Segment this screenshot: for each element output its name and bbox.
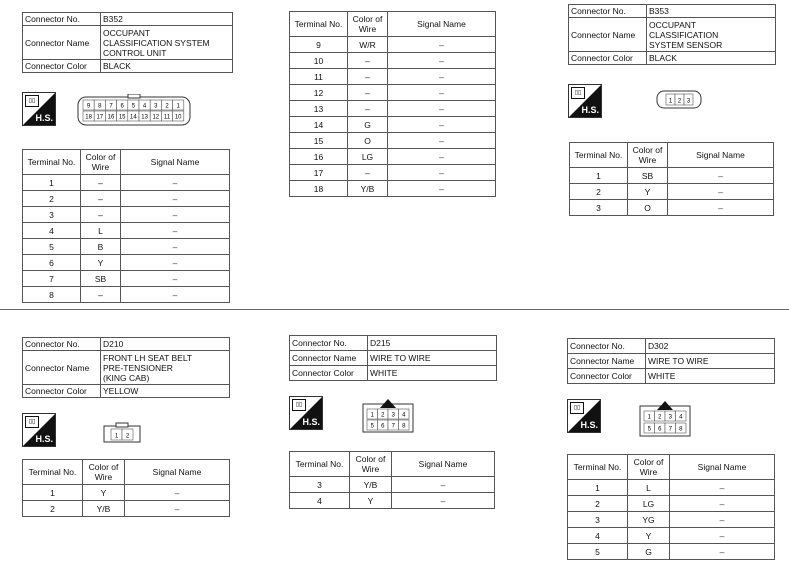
connector-color-value: WHITE bbox=[646, 369, 775, 384]
table-row bbox=[568, 544, 775, 560]
table-row bbox=[23, 501, 230, 517]
table-row bbox=[290, 53, 496, 69]
connector-name-value: FRONT LH SEAT BELT PRE-TENSIONER (KING CAB) bbox=[101, 351, 230, 385]
pin-number: 2 bbox=[677, 98, 682, 105]
pin-number: 7 bbox=[668, 426, 672, 433]
signal-name-cell: – bbox=[121, 255, 230, 271]
pin-number: 13 bbox=[141, 114, 148, 121]
wire-color-cell: SB bbox=[628, 168, 668, 184]
signal-name-cell: – bbox=[388, 133, 496, 149]
connector-no-label: Connector No. bbox=[569, 5, 647, 18]
connector-name-value: WIRE TO WIRE bbox=[368, 351, 497, 366]
d302-connector-face bbox=[637, 398, 693, 438]
signal-name-cell: – bbox=[670, 528, 775, 544]
harness-side-icon bbox=[22, 92, 56, 126]
wire-color-cell: O bbox=[628, 200, 668, 216]
pin-number: 3 bbox=[391, 412, 395, 419]
b353-connector-face bbox=[654, 88, 704, 112]
connector-no-value: D215 bbox=[368, 336, 497, 351]
hs-label: H.S. bbox=[302, 417, 320, 427]
wire-color-cell: Y/B bbox=[350, 477, 392, 493]
pin-number: 4 bbox=[679, 414, 683, 421]
connector-color-label: Connector Color bbox=[290, 366, 368, 381]
terminal-no-cell: 3 bbox=[568, 512, 628, 528]
signal-name-cell: – bbox=[668, 168, 774, 184]
color-of-wire-header: Color of Wire bbox=[81, 150, 121, 175]
table-row bbox=[290, 101, 496, 117]
terminal-no-cell: 6 bbox=[23, 255, 81, 271]
signal-name-cell: – bbox=[670, 496, 775, 512]
table-row bbox=[290, 493, 495, 509]
pin-number: 14 bbox=[130, 114, 137, 121]
pin-number: 3 bbox=[668, 414, 672, 421]
pin-number: 2 bbox=[125, 433, 130, 440]
section-divider bbox=[0, 309, 789, 310]
color-of-wire-header: Color of Wire bbox=[83, 460, 125, 485]
signal-name-cell: – bbox=[388, 149, 496, 165]
connector-no-label: Connector No. bbox=[23, 338, 101, 351]
signal-name-cell: – bbox=[668, 200, 774, 216]
table-row bbox=[290, 85, 496, 101]
signal-name-cell: – bbox=[392, 477, 495, 493]
pin-number: 6 bbox=[658, 426, 662, 433]
hs-label: H.S. bbox=[35, 434, 53, 444]
color-of-wire-header: Color of Wire bbox=[628, 143, 668, 168]
pin-number: 3 bbox=[154, 103, 158, 110]
pin-number: 7 bbox=[109, 103, 113, 110]
pin-number: 4 bbox=[402, 412, 406, 419]
table-row bbox=[23, 175, 230, 191]
signal-name-cell: – bbox=[125, 501, 230, 517]
pin-number: 2 bbox=[381, 412, 385, 419]
wire-color-cell: – bbox=[81, 175, 121, 191]
table-row bbox=[290, 37, 496, 53]
terminal-no-cell: 1 bbox=[568, 480, 628, 496]
table-row bbox=[23, 271, 230, 287]
table-row bbox=[568, 496, 775, 512]
terminal-no-header: Terminal No. bbox=[290, 12, 348, 37]
d215-connector-info bbox=[289, 335, 497, 381]
pin-number: 9 bbox=[86, 103, 91, 110]
signal-name-cell: – bbox=[121, 271, 230, 287]
pin-number: 1 bbox=[668, 98, 673, 105]
terminal-no-cell: 9 bbox=[290, 37, 348, 53]
harness-side-icon bbox=[568, 84, 602, 118]
pin-number: 5 bbox=[131, 103, 136, 110]
wire-color-cell: – bbox=[81, 207, 121, 223]
table-row bbox=[23, 239, 230, 255]
pin-number: 1 bbox=[370, 412, 374, 419]
terminal-no-cell: 13 bbox=[290, 101, 348, 117]
pin-number: 8 bbox=[679, 426, 683, 433]
terminal-no-cell: 3 bbox=[290, 477, 350, 493]
terminal-no-cell: 11 bbox=[290, 69, 348, 85]
connector-mark-icon: ▯▯ bbox=[570, 402, 584, 414]
color-of-wire-header: Color of Wire bbox=[628, 455, 670, 480]
table-row bbox=[290, 477, 495, 493]
pin-number: 11 bbox=[163, 114, 171, 121]
table-row bbox=[290, 181, 496, 197]
wire-color-cell: W/R bbox=[348, 37, 388, 53]
terminal-no-cell: 16 bbox=[290, 149, 348, 165]
table-row bbox=[570, 168, 774, 184]
signal-name-cell: – bbox=[388, 37, 496, 53]
wire-color-cell: Y bbox=[628, 184, 668, 200]
table-row bbox=[568, 480, 775, 496]
table-row bbox=[290, 133, 496, 149]
terminal-no-header: Terminal No. bbox=[23, 150, 81, 175]
connector-mark-icon: ▯▯ bbox=[292, 399, 306, 411]
connector-name-value: OCCUPANT CLASSIFICATION SYSTEM SENSOR bbox=[647, 18, 776, 52]
terminal-no-header: Terminal No. bbox=[570, 143, 628, 168]
hs-label: H.S. bbox=[581, 105, 599, 115]
signal-name-header: Signal Name bbox=[392, 452, 495, 477]
d215-connector-face bbox=[360, 396, 416, 434]
signal-name-cell: – bbox=[388, 69, 496, 85]
connector-name-value: WIRE TO WIRE bbox=[646, 354, 775, 369]
connector-color-value: BLACK bbox=[647, 52, 776, 65]
terminal-no-header: Terminal No. bbox=[23, 460, 83, 485]
connector-name-label: Connector Name bbox=[23, 26, 101, 60]
wire-color-cell: – bbox=[348, 85, 388, 101]
wire-color-cell: Y/B bbox=[83, 501, 125, 517]
terminal-no-cell: 17 bbox=[290, 165, 348, 181]
connector-no-value: B353 bbox=[647, 5, 776, 18]
signal-name-header: Signal Name bbox=[388, 12, 496, 37]
terminal-no-cell: 3 bbox=[23, 207, 81, 223]
connector-color-value: YELLOW bbox=[101, 385, 230, 398]
wire-color-cell: – bbox=[81, 287, 121, 303]
terminal-no-cell: 14 bbox=[290, 117, 348, 133]
pin-number: 1 bbox=[647, 414, 651, 421]
color-of-wire-header: Color of Wire bbox=[350, 452, 392, 477]
pin-number: 2 bbox=[658, 414, 662, 421]
pin-number: 3 bbox=[686, 98, 691, 105]
hs-label: H.S. bbox=[35, 113, 53, 123]
connector-no-value: D302 bbox=[646, 339, 775, 354]
signal-name-cell: – bbox=[668, 184, 774, 200]
pin-number: 1 bbox=[114, 433, 119, 440]
b353-terminal-table bbox=[569, 142, 774, 216]
d302-connector-info bbox=[567, 338, 775, 384]
pin-number: 5 bbox=[647, 426, 651, 433]
terminal-no-header: Terminal No. bbox=[568, 455, 628, 480]
signal-name-cell: – bbox=[388, 165, 496, 181]
terminal-no-cell: 2 bbox=[570, 184, 628, 200]
b353-connector-info bbox=[568, 4, 776, 65]
b352-terminal-table-2 bbox=[289, 11, 496, 197]
pin-number: 6 bbox=[381, 423, 385, 430]
signal-name-header: Signal Name bbox=[670, 455, 775, 480]
signal-name-header: Signal Name bbox=[668, 143, 774, 168]
signal-name-cell: – bbox=[392, 493, 495, 509]
wire-color-cell: L bbox=[81, 223, 121, 239]
pin-number: 18 bbox=[85, 114, 92, 121]
table-row bbox=[568, 512, 775, 528]
signal-name-header: Signal Name bbox=[121, 150, 230, 175]
d302-terminal-table bbox=[567, 454, 775, 560]
signal-name-cell: – bbox=[388, 117, 496, 133]
wire-color-cell: G bbox=[628, 544, 670, 560]
terminal-no-cell: 5 bbox=[23, 239, 81, 255]
table-row bbox=[290, 165, 496, 181]
terminal-no-cell: 1 bbox=[23, 485, 83, 501]
wire-color-cell: Y/B bbox=[348, 181, 388, 197]
signal-name-cell: – bbox=[125, 485, 230, 501]
pin-number: 7 bbox=[391, 423, 395, 430]
signal-name-cell: – bbox=[121, 207, 230, 223]
wire-color-cell: Y bbox=[83, 485, 125, 501]
terminal-no-cell: 10 bbox=[290, 53, 348, 69]
pin-number: 15 bbox=[118, 114, 126, 121]
b352-terminal-table-1 bbox=[22, 149, 230, 303]
connector-name-label: Connector Name bbox=[568, 354, 646, 369]
color-of-wire-header: Color of Wire bbox=[348, 12, 388, 37]
terminal-no-cell: 18 bbox=[290, 181, 348, 197]
signal-name-cell: – bbox=[121, 223, 230, 239]
terminal-no-cell: 2 bbox=[23, 191, 81, 207]
connector-color-label: Connector Color bbox=[569, 52, 647, 65]
pin-number: 12 bbox=[152, 114, 160, 121]
terminal-no-cell: 8 bbox=[23, 287, 81, 303]
table-row bbox=[23, 255, 230, 271]
pin-number: 16 bbox=[107, 114, 115, 121]
b352-connector-info bbox=[22, 12, 233, 73]
d210-connector-face bbox=[102, 422, 142, 444]
table-row bbox=[568, 528, 775, 544]
terminal-no-cell: 4 bbox=[290, 493, 350, 509]
terminal-no-header: Terminal No. bbox=[290, 452, 350, 477]
signal-name-cell: – bbox=[388, 53, 496, 69]
connector-color-label: Connector Color bbox=[23, 60, 101, 73]
connector-name-value: OCCUPANT CLASSIFICATION SYSTEM CONTROL UNIT bbox=[101, 26, 233, 60]
connector-name-label: Connector Name bbox=[569, 18, 647, 52]
signal-name-cell: – bbox=[388, 181, 496, 197]
connector-no-value: B352 bbox=[101, 13, 233, 26]
terminal-no-cell: 7 bbox=[23, 271, 81, 287]
pin-number: 10 bbox=[174, 114, 182, 121]
pin-number: 5 bbox=[370, 423, 374, 430]
connector-mark-icon: ▯▯ bbox=[571, 87, 585, 99]
harness-side-icon bbox=[567, 399, 601, 433]
table-row bbox=[570, 200, 774, 216]
terminal-no-cell: 5 bbox=[568, 544, 628, 560]
table-row bbox=[23, 191, 230, 207]
terminal-no-cell: 12 bbox=[290, 85, 348, 101]
signal-name-cell: – bbox=[121, 175, 230, 191]
signal-name-cell: – bbox=[388, 85, 496, 101]
table-row bbox=[23, 207, 230, 223]
connector-name-label: Connector Name bbox=[23, 351, 101, 385]
wire-color-cell: LG bbox=[628, 496, 670, 512]
b352-connector-face bbox=[72, 94, 196, 128]
d210-terminal-table bbox=[22, 459, 230, 517]
signal-name-cell: – bbox=[121, 287, 230, 303]
pin-number: 17 bbox=[96, 114, 104, 121]
wire-color-cell: LG bbox=[348, 149, 388, 165]
connector-no-label: Connector No. bbox=[23, 13, 101, 26]
terminal-no-cell: 1 bbox=[23, 175, 81, 191]
wire-color-cell: – bbox=[348, 53, 388, 69]
d210-connector-info bbox=[22, 337, 230, 398]
pin-number: 2 bbox=[165, 103, 169, 110]
connector-color-label: Connector Color bbox=[568, 369, 646, 384]
signal-name-cell: – bbox=[670, 512, 775, 528]
pin-number: 1 bbox=[176, 103, 180, 110]
terminal-no-cell: 2 bbox=[568, 496, 628, 512]
pin-number: 8 bbox=[402, 423, 406, 430]
signal-name-cell: – bbox=[670, 480, 775, 496]
connector-no-label: Connector No. bbox=[290, 336, 368, 351]
connector-no-label: Connector No. bbox=[568, 339, 646, 354]
table-row bbox=[570, 184, 774, 200]
table-row bbox=[290, 117, 496, 133]
connector-color-value: WHITE bbox=[368, 366, 497, 381]
wire-color-cell: – bbox=[348, 165, 388, 181]
terminal-no-cell: 15 bbox=[290, 133, 348, 149]
wire-color-cell: O bbox=[348, 133, 388, 149]
harness-side-icon bbox=[289, 396, 323, 430]
signal-name-header: Signal Name bbox=[125, 460, 230, 485]
harness-side-icon bbox=[22, 413, 56, 447]
signal-name-cell: – bbox=[388, 101, 496, 117]
terminal-no-cell: 4 bbox=[568, 528, 628, 544]
terminal-no-cell: 1 bbox=[570, 168, 628, 184]
wire-color-cell: – bbox=[348, 69, 388, 85]
terminal-no-cell: 3 bbox=[570, 200, 628, 216]
connector-no-value: D210 bbox=[101, 338, 230, 351]
wire-color-cell: B bbox=[81, 239, 121, 255]
table-row bbox=[290, 69, 496, 85]
table-row bbox=[23, 223, 230, 239]
connector-color-label: Connector Color bbox=[23, 385, 101, 398]
wire-color-cell: Y bbox=[81, 255, 121, 271]
table-row bbox=[23, 485, 230, 501]
wire-color-cell: YG bbox=[628, 512, 670, 528]
hs-label: H.S. bbox=[580, 420, 598, 430]
wire-color-cell: SB bbox=[81, 271, 121, 287]
pin-number: 4 bbox=[142, 103, 147, 110]
wire-color-cell: – bbox=[81, 191, 121, 207]
signal-name-cell: – bbox=[121, 191, 230, 207]
d215-terminal-table bbox=[289, 451, 495, 509]
signal-name-cell: – bbox=[121, 239, 230, 255]
wire-color-cell: Y bbox=[628, 528, 670, 544]
wire-color-cell: Y bbox=[350, 493, 392, 509]
table-row bbox=[23, 287, 230, 303]
connector-color-value: BLACK bbox=[101, 60, 233, 73]
wire-color-cell: – bbox=[348, 101, 388, 117]
connector-name-label: Connector Name bbox=[290, 351, 368, 366]
terminal-no-cell: 2 bbox=[23, 501, 83, 517]
connector-mark-icon: ▯▯ bbox=[25, 95, 39, 107]
wire-color-cell: G bbox=[348, 117, 388, 133]
table-row bbox=[290, 149, 496, 165]
terminal-no-cell: 4 bbox=[23, 223, 81, 239]
signal-name-cell: – bbox=[670, 544, 775, 560]
pin-number: 8 bbox=[98, 103, 102, 110]
wire-color-cell: L bbox=[628, 480, 670, 496]
pin-number: 6 bbox=[120, 103, 124, 110]
connector-mark-icon: ▯▯ bbox=[25, 416, 39, 428]
